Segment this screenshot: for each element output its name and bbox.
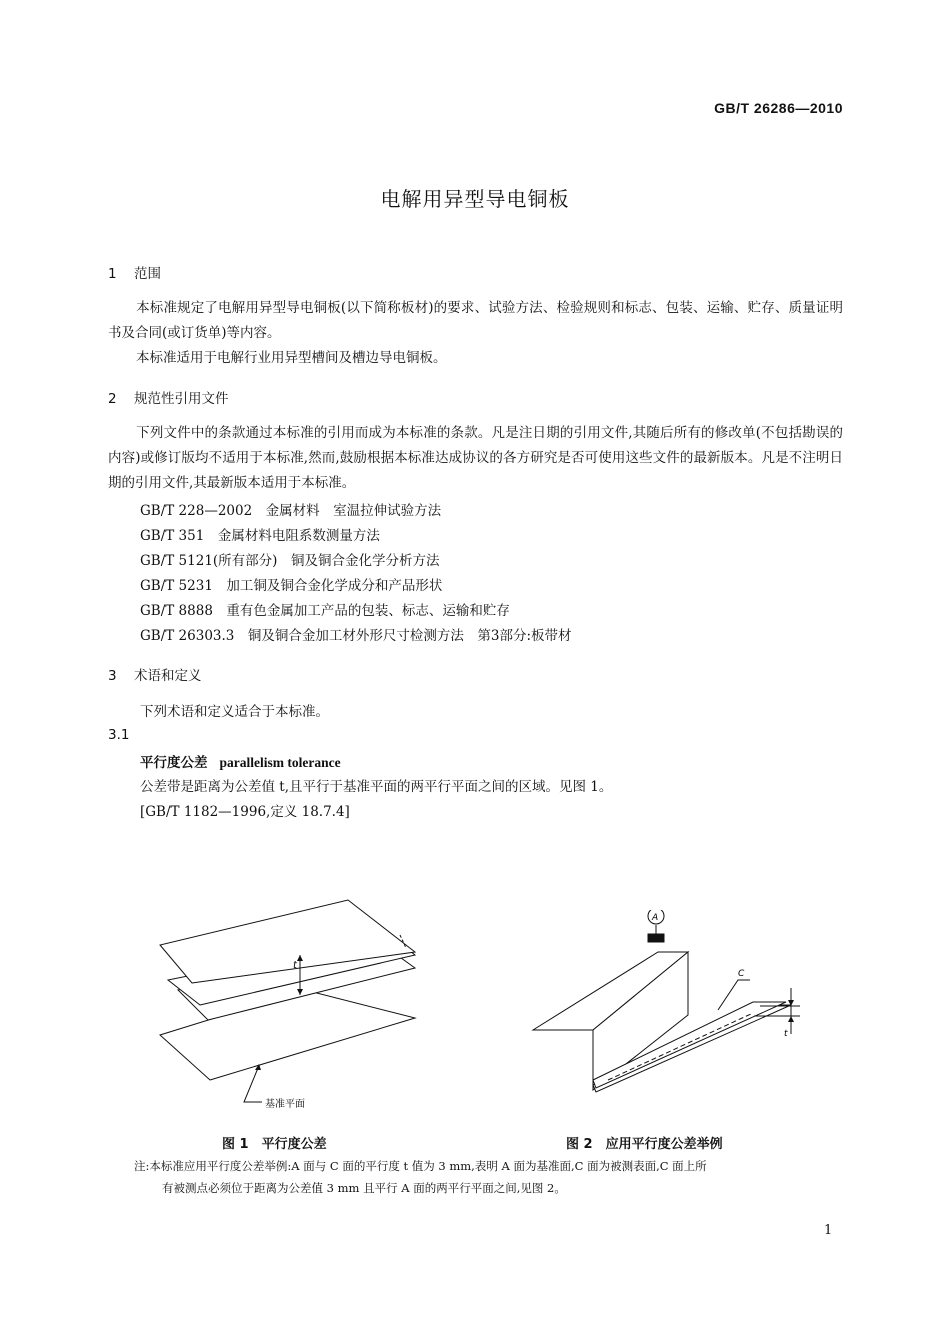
term-chinese: 平行度公差 bbox=[140, 755, 208, 771]
standard-number: GB/T 26286—2010 bbox=[714, 100, 843, 116]
label-c: C bbox=[738, 969, 745, 979]
label-t: t bbox=[784, 1029, 788, 1039]
section-title: 术语和定义 bbox=[134, 668, 202, 684]
label-t: t bbox=[293, 960, 297, 971]
section-number: 3 bbox=[108, 668, 117, 684]
section-3-intro: 下列术语和定义适合于本标准。 bbox=[140, 704, 329, 720]
section-title: 范围 bbox=[134, 266, 161, 282]
reference-item: GB/T 351 金属材料电阻系数测量方法 bbox=[140, 528, 380, 544]
label-a: A bbox=[652, 913, 659, 923]
section-2-paragraph-1 bbox=[108, 421, 843, 496]
subsection-number: 3.1 bbox=[108, 727, 130, 743]
reference-item: GB/T 5231 加工铜及铜合金化学成分和产品形状 bbox=[140, 578, 443, 594]
note-line-1: 注:本标准应用平行度公差举例:A 面与 C 面的平行度 t 值为 3 mm,表明 A 面为基准面,C 面为被测表面,C 面上所 bbox=[134, 1159, 707, 1173]
figure-2-caption: 图 2 应用平行度公差举例 bbox=[566, 1137, 723, 1152]
reference-item: GB/T 8888 重有色金属加工产品的包装、标志、运输和贮存 bbox=[140, 603, 510, 619]
section-3-heading bbox=[108, 664, 202, 684]
section-1-paragraph-1 bbox=[108, 296, 843, 346]
paragraph-text: 下列文件中的条款通过本标准的引用而成为本标准的条款。凡是注日期的引用文件,其随后所有的修改单(不包括勘误的内容)或修订版均不适用于本标准,然而,鼓励根据本标准达成协议的各方研究是否可使用这些文件的最新版本。凡是不注明日期的引用文件,其最新版本适用于本标准。 bbox=[108, 425, 843, 491]
label-base-plane: 基准平面 bbox=[265, 1099, 305, 1110]
document-title: 电解用异型导电铜板 bbox=[380, 187, 570, 211]
page-number: 1 bbox=[824, 1223, 833, 1238]
figure-1-caption: 图 1 平行度公差 bbox=[222, 1137, 327, 1152]
figure-note bbox=[134, 1155, 846, 1199]
reference-item: GB/T 228—2002 金属材料 室温拉伸试验方法 bbox=[140, 503, 442, 519]
term-english: parallelism tolerance bbox=[219, 755, 341, 770]
section-title: 规范性引用文件 bbox=[134, 391, 229, 407]
note-line-2: 有被测点必须位于距离为公差值 3 mm 且平行 A 面的两平行平面之间,见图 2。 bbox=[162, 1181, 566, 1195]
term-source: [GB/T 1182—1996,定义 18.7.4] bbox=[140, 804, 350, 820]
reference-item: GB/T 5121(所有部分) 铜及铜合金化学分析方法 bbox=[140, 553, 440, 569]
term-definition: 公差带是距离为公差值 t,且平行于基准平面的两平行平面之间的区域。见图 1。 bbox=[140, 779, 613, 795]
reference-item: GB/T 26303.3 铜及铜合金加工材外形尺寸检测方法 第3部分:板带材 bbox=[140, 628, 572, 644]
section-1-paragraph-2 bbox=[108, 346, 843, 371]
figure-1-drawing bbox=[150, 890, 425, 1120]
paragraph-text: 本标准规定了电解用异型导电铜板(以下简称板材)的要求、试验方法、检验规则和标志、包装、运输、贮存、质量证明书及合同(或订货单)等内容。 bbox=[108, 300, 843, 341]
paragraph-text: 本标准适用于电解行业用异型槽间及槽边导电铜板。 bbox=[136, 350, 447, 366]
section-number: 2 bbox=[108, 391, 117, 407]
figure-2-drawing bbox=[528, 910, 808, 1125]
gauge-base bbox=[648, 934, 664, 942]
base-plane-leader bbox=[244, 1068, 262, 1102]
section-2-heading bbox=[108, 387, 229, 407]
section-1-heading bbox=[108, 262, 161, 282]
section-number: 1 bbox=[108, 266, 117, 282]
term-entry bbox=[140, 751, 341, 771]
